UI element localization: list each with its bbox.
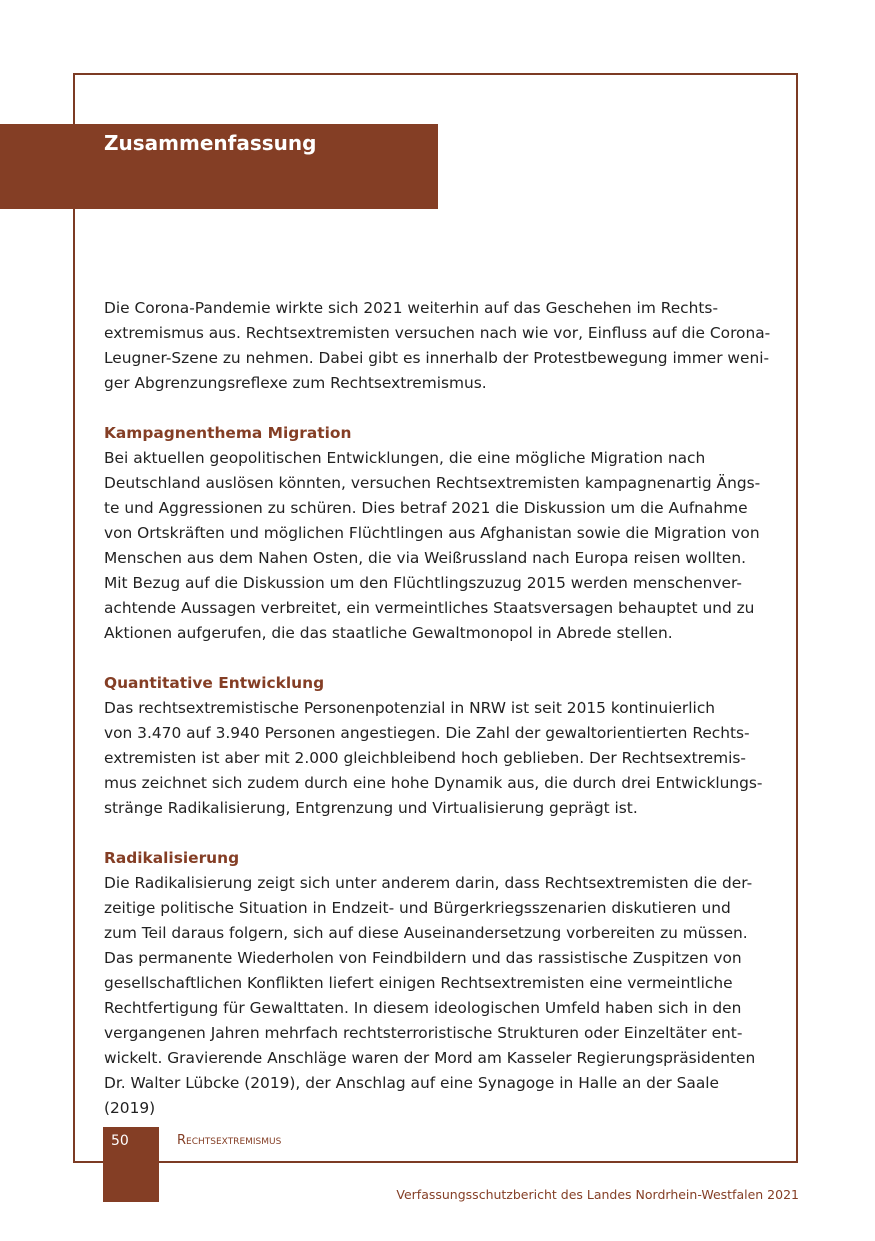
running-section-name (177, 1131, 281, 1151)
main-content (104, 296, 772, 1121)
text-line: Das rechtsextremistische Personenpotenzial in NRW ist seit 2015 kontinuierlich (104, 699, 716, 717)
paragraph-gap (104, 396, 772, 421)
text-line: Die Corona-Pandemie wirkte sich 2021 weiterhin auf das Geschehen im Rechts- (104, 299, 719, 317)
text-line: Menschen aus dem Nahen Osten, die via Weißrussland nach Europa reisen wollten. (104, 549, 747, 567)
text-line: extremisten ist aber mit 2.000 gleichbleibend hoch geblieben. Der Rechtsextremis- (104, 749, 746, 767)
text-line: Dr. Walter Lübcke (2019), der Anschlag auf eine Synagoge in Halle an der Saale (2019) (104, 1074, 720, 1117)
text-line: ger Abgrenzungsreflexe zum Rechtsextremismus. (104, 374, 487, 392)
text-line: Aktionen aufgerufen, die das staatliche Gewaltmonopol in Abrede stellen. (104, 624, 673, 642)
text-line: te und Aggressionen zu schüren. Dies betraf 2021 die Diskussion um die Aufnahme (104, 499, 748, 517)
text-line: extremismus aus. Rechtsextremisten versuchen nach wie vor, Einfluss auf die Corona- (104, 324, 771, 342)
page-title: Zusammenfassung (104, 131, 317, 155)
section-paragraph-migration (104, 446, 772, 646)
section-initial: R (177, 1133, 187, 1148)
section-heading-migration: Kampagnenthema Migration (104, 424, 352, 442)
section-paragraph-radikalisierung (104, 871, 772, 1121)
text-line: stränge Radikalisierung, Entgrenzung und Virtualisierung geprägt ist. (104, 799, 638, 817)
text-line: von 3.470 auf 3.940 Personen angestiegen. Die Zahl der gewaltorientierten Rechts- (104, 724, 750, 742)
section-heading-quantitative: Quantitative Entwicklung (104, 674, 325, 692)
text-line: gesellschaftlichen Konflikten liefert einigen Rechtsextremisten eine vermeintliche (104, 974, 733, 992)
text-line: Das permanente Wiederholen von Feindbildern und das rassistische Zuspitzen von (104, 949, 742, 967)
page-number: 50 (111, 1133, 129, 1149)
text-line: vergangenen Jahren mehrfach rechtsterroristische Strukturen oder Einzeltäter ent- (104, 1024, 743, 1042)
text-line: Mit Bezug auf die Diskussion um den Flüchtlingszuzug 2015 werden menschenver- (104, 574, 742, 592)
paragraph-gap (104, 821, 772, 846)
text-line: Rechtfertigung für Gewalttaten. In diesem ideologischen Umfeld haben sich in den (104, 999, 742, 1017)
text-line: Bei aktuellen geopolitischen Entwicklungen, die eine mögliche Migration nach (104, 449, 706, 467)
text-line: achtende Aussagen verbreitet, ein vermeintliches Staatsversagen behauptet und zu (104, 599, 755, 617)
text-line: Die Radikalisierung zeigt sich unter anderem darin, dass Rechtsextremisten die der- (104, 874, 753, 892)
text-line: von Ortskräften und möglichen Flüchtlingen aus Afghanistan sowie die Migration von (104, 524, 760, 542)
text-line: zum Teil daraus folgern, sich auf diese Auseinandersetzung vorbereiten zu müssen. (104, 924, 748, 942)
paragraph-gap (104, 646, 772, 671)
section-heading-radikalisierung: Radikalisierung (104, 849, 240, 867)
text-line: Leugner-Szene zu nehmen. Dabei gibt es innerhalb der Protestbewegung immer weni- (104, 349, 770, 367)
intro-paragraph (104, 296, 772, 396)
section-paragraph-quantitative (104, 696, 772, 821)
text-line: Deutschland auslösen könnten, versuchen Rechtsextremisten kampagnenartig Ängs- (104, 474, 761, 492)
text-line: zeitige politische Situation in Endzeit- und Bürgerkriegsszenarien diskutieren und (104, 899, 731, 917)
publication-footer: Verfassungsschutzbericht des Landes Nordrhein-Westfalen 2021 (396, 1187, 799, 1202)
text-line: mus zeichnet sich zudem durch eine hohe Dynamik aus, die durch drei Entwicklungs- (104, 774, 763, 792)
text-line: wickelt. Gravierende Anschläge waren der Mord am Kasseler Regierungspräsidenten (104, 1049, 756, 1067)
section-rest: echtsextremismus (186, 1133, 282, 1148)
